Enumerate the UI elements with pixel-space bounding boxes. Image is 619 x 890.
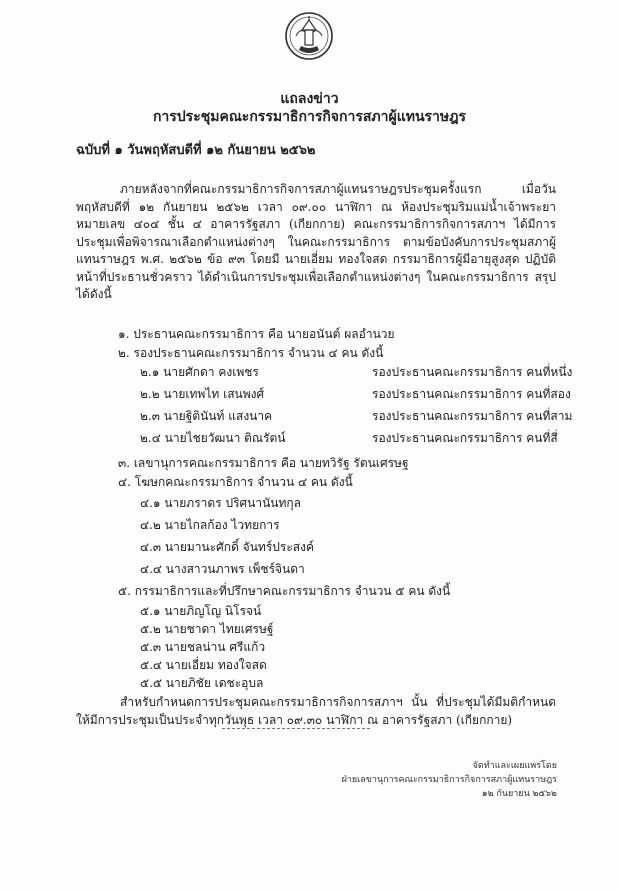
list-item: ๕.๒ นายชาดา ไทยเศรษฐ์ [140, 622, 274, 636]
footer-date: ๑๒ กันยายน ๒๕๖๒ [481, 789, 557, 799]
section-chairman: ๑. ประธานคณะกรรมาธิการ คือ นายอนันต์ ผลอำนวย [118, 327, 395, 341]
list-item: ๔.๒ นายไกลก้อง ไวทยการ [140, 518, 280, 532]
list-item: ๕.๔ นายเอี่ยม ทองใจสด [140, 658, 267, 672]
parliament-emblem-icon [284, 10, 334, 66]
list-item: ๔.๑ นายภราดร ปริศนานันทกุล [140, 496, 302, 510]
document-title: การประชุมคณะกรรมาธิการกิจการสภาผู้แทนราษฎร [152, 109, 467, 125]
list-item-role: รองประธานคณะกรรมาธิการ คนที่สี่ [372, 431, 558, 445]
section-advisors: ๕. กรรมาธิการและที่ปรึกษาคณะกรรมาธิการ จำนวน ๕ คน ดังนี้ [118, 584, 451, 598]
section-spokespersons: ๔. โฆษกคณะกรรมาธิการ จำนวน ๔ คน ดังนี้ [118, 475, 353, 489]
closing-paragraph: สำหรับกำหนดการประชุมคณะกรรมาธิการกิจการสภาฯ นั้น ที่ประชุมได้มีมติกำหนดให้มีการประชุมเป็นประจำทุกวันพุธ เวลา ๐๙.๓๐ นาฬิกา ณ อาคารรัฐสภา (เกียกกาย) [76, 695, 556, 727]
footer-publisher-label: จัดทำและเผยแพร่โดย [472, 761, 557, 771]
list-item: ๔.๓ นายมานะศักดิ์ จันทร์ประสงค์ [140, 540, 314, 554]
issue-line: ฉบับที่ ๑ วันพฤหัสบดีที่ ๑๒ กันยายน ๒๕๖๒ [76, 143, 316, 158]
section-secretary: ๓. เลขานุการคณะกรรมาธิการ คือ นายทวิรัฐ รัตนเศรษฐ [118, 456, 409, 470]
list-item: ๕.๕ นายภิชัย เดชะอุบล [140, 676, 264, 690]
section-vice-chairmen: ๒. รองประธานคณะกรรมาธิการ จำนวน ๔ คน ดังนี้ [118, 346, 384, 360]
divider [222, 728, 370, 729]
list-item-name: ๒.๒ นายเทพไท เสนพงศ์ [140, 387, 265, 401]
list-item-role: รองประธานคณะกรรมาธิการ คนที่สอง [372, 387, 571, 401]
list-item-name: ๒.๓ นายฐิตินันท์ แสงนาค [140, 409, 273, 423]
list-item: ๕.๓ นายชลน่าน ศรีแก้ว [140, 640, 266, 654]
list-item-name: ๒.๔ นายไชยวัฒนา ติณรัตน์ [140, 431, 286, 445]
list-item: ๔.๔ นางสาวนภาพร เพ็ชร์จินดา [140, 562, 305, 576]
document-heading: แถลงข่าว [280, 91, 339, 107]
list-item-role: รองประธานคณะกรรมาธิการ คนที่หนึ่ง [372, 365, 573, 379]
footer-publisher: ฝ่ายเลขานุการคณะกรรมาธิการกิจการสภาผู้แทนราษฎร [341, 775, 557, 785]
list-item-role: รองประธานคณะกรรมาธิการ คนที่สาม [372, 409, 573, 423]
list-item: ๕.๑ นายภิญโญ นิโรจน์ [140, 604, 262, 618]
intro-paragraph: ภายหลังจากที่คณะกรรมาธิการกิจการสภาผู้แทนราษฎรประชุมครั้งแรก เมื่อวันพฤหัสบดีที่ ๑๒ กันยายน ๒๕๖๒ เวลา ๐๙.๐๐ นาฬิกา ณ ห้องประชุมริมแม่น้ำเจ้าพระยา หมายเลข ๔๐๔ ชั้น ๔ อาคารรัฐสภา (เกียกกาย) คณะกรรมาธิการกิจการสภาฯ ได้มีการประชุมเพื่อพิจารณาเลือกตำแหน่งต่างๆ ในคณะกรรมาธิการ ตามข้อบังคับการประชุมสภาผู้แทนราษฎร พ.ศ. ๒๕๖๒ ข้อ ๙๓ โดยมี นายเอี่ยม ทองใจสด กรรมาธิการผู้มีอายุสูงสุด ปฏิบัติหน้าที่ประธานชั่วคราว ได้ดำเนินการประชุมเพื่อเลือกตำแหน่งต่างๆ ในคณะกรรมาธิการ สรุปได้ดังนี้ [76, 182, 556, 301]
list-item-name: ๒.๑ นายศักดา คงเพชร [140, 365, 259, 379]
